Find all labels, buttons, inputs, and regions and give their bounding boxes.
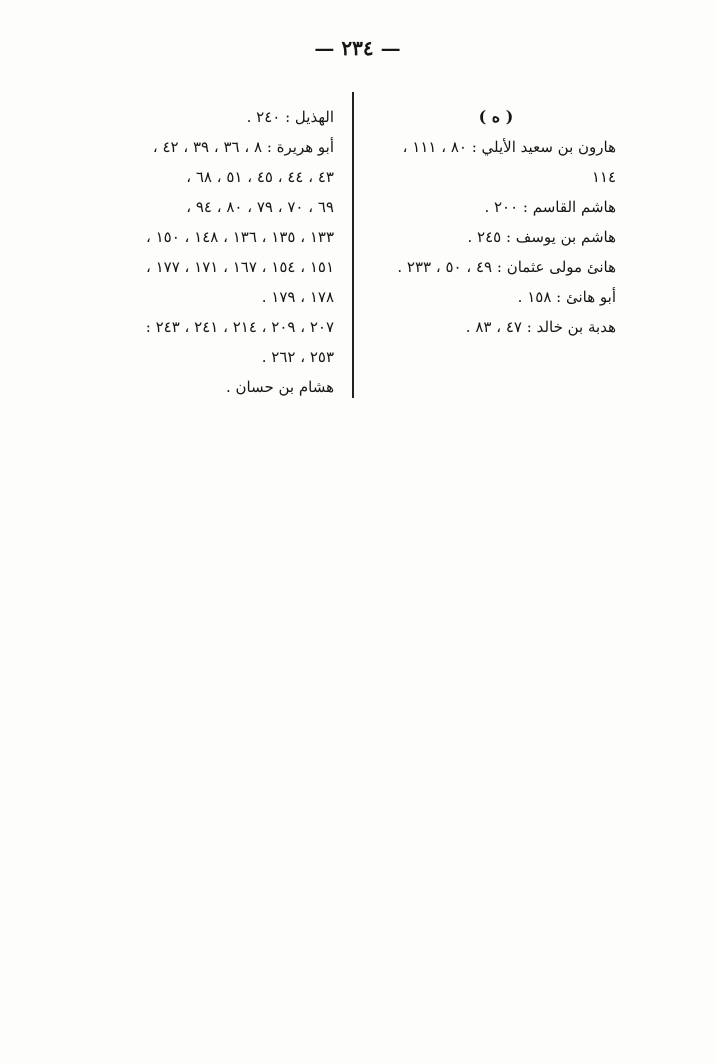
index-entry: هارون بن سعيد الأيلي : ٨٠ ، ١١١ ، — [402, 138, 616, 156]
index-entry: هدبة بن خالد : ٤٧ ، ٨٣ . — [465, 318, 616, 336]
index-entry: هاشم بن يوسف : ٢٤٥ . — [467, 228, 616, 246]
right-column — [372, 102, 616, 342]
index-entry-continued: ٤٣ ، ٤٤ ، ٤٥ ، ٥١ ، ٦٨ ، — [186, 168, 334, 186]
index-entry: أبو هانئ : ١٥٨ . — [517, 288, 616, 306]
index-entry-continued: ١١٤ — [591, 168, 616, 186]
index-entry-continued: ١٥١ ، ١٥٤ ، ١٦٧ ، ١٧١ ، ١٧٧ ، — [145, 258, 334, 276]
column-divider — [352, 92, 354, 398]
index-entry-continued: ٢٠٧ ، ٢٠٩ ، ٢١٤ ، ٢٤١ ، ٢٤٣ : — [145, 318, 334, 336]
index-entry: هشام بن حسان . — [225, 378, 334, 396]
index-entry: الهذيل : ٢٤٠ . — [246, 108, 334, 126]
index-entry-continued: ٦٩ ، ٧٠ ، ٧٩ ، ٨٠ ، ٩٤ ، — [186, 198, 334, 216]
index-entry: أبو هريرة : ٨ ، ٣٦ ، ٣٩ ، ٤٢ ، — [152, 138, 334, 156]
index-entry-continued: ١٣٣ ، ١٣٥ ، ١٣٦ ، ١٤٨ ، ١٥٠ ، — [145, 228, 334, 246]
index-entry: هانئ مولى عثمان : ٤٩ ، ٥٠ ، ٢٣٣ . — [397, 258, 616, 276]
page-number: — ٢٣٤ — — [314, 36, 401, 60]
left-column — [88, 102, 334, 402]
index-entry-continued: ٢٥٣ ، ٢٦٢ . — [261, 348, 334, 366]
section-letter: ( ه ) — [478, 107, 514, 126]
index-entry-continued: ١٧٨ ، ١٧٩ . — [261, 288, 334, 306]
index-entry: هاشم القاسم : ٢٠٠ . — [484, 198, 616, 216]
